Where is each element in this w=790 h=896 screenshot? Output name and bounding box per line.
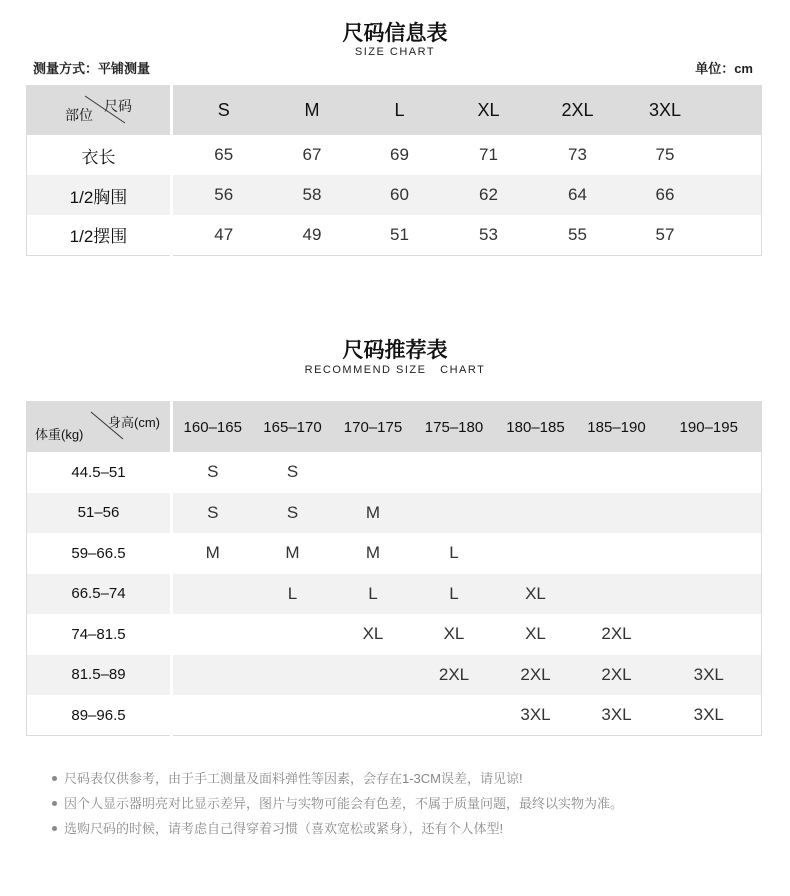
table-cell	[172, 574, 253, 615]
table-cell: 69	[350, 135, 450, 175]
table-cell: 49	[275, 215, 350, 255]
size-col-header: L	[350, 86, 450, 136]
table-cell	[577, 574, 657, 615]
height-col-header: 185–190	[577, 402, 657, 453]
table-cell: 2XL	[495, 655, 577, 696]
table-cell: 2XL	[577, 614, 657, 655]
table-cell	[253, 614, 333, 655]
row-label: 74–81.5	[27, 614, 172, 655]
table-cell: L	[414, 574, 495, 615]
table-cell: 56	[172, 175, 275, 215]
row-label: 衣长	[27, 135, 172, 175]
recommend-chart-table	[26, 401, 762, 736]
table-cell	[414, 695, 495, 736]
height-col-header: 165–170	[253, 402, 333, 453]
note-item	[52, 766, 752, 791]
table-cell: M	[172, 533, 253, 574]
table-cell: 64	[528, 175, 628, 215]
corner-label-weight: 体重(kg)	[35, 427, 84, 442]
table-cell	[495, 533, 577, 574]
table-row	[27, 695, 762, 736]
recommend-chart-subtitle: RECOMMEND SIZE CHART	[304, 364, 486, 376]
table-cell: 47	[172, 215, 275, 255]
table-row	[27, 614, 762, 655]
corner-label-part: 部位	[65, 107, 93, 123]
table-cell: 3XL	[495, 695, 577, 736]
size-col-header: XL	[450, 86, 528, 136]
table-cell: L	[253, 574, 333, 615]
height-col-header: 180–185	[495, 402, 577, 453]
table-cell: M	[253, 533, 333, 574]
table-row	[27, 574, 762, 615]
table-cell: 51	[350, 215, 450, 255]
table-cell: 73	[528, 135, 628, 175]
table-cell	[172, 695, 253, 736]
height-header-row	[27, 402, 762, 453]
table-cell: 55	[528, 215, 628, 255]
measure-method: 测量方式：平铺测量	[33, 61, 151, 76]
size-header-row	[27, 86, 762, 136]
table-cell: XL	[414, 614, 495, 655]
table-cell: 60	[350, 175, 450, 215]
table-row	[27, 655, 762, 696]
table-cell	[577, 493, 657, 534]
row-label: 89–96.5	[27, 695, 172, 736]
recommend-corner-cell	[27, 402, 172, 453]
unit-label: 单位：cm	[695, 61, 753, 76]
table-cell	[414, 452, 495, 493]
recommend-chart-title: 尺码推荐表	[342, 339, 448, 362]
table-cell	[657, 574, 762, 615]
note-text: 因个人显示器明亮对比显示差异，图片与实物可能会有色差，不属于质量问题，最终以实物为准。	[64, 795, 624, 811]
table-cell: 67	[275, 135, 350, 175]
table-cell: 57	[628, 215, 703, 255]
size-col-header: M	[275, 86, 350, 136]
bullet-icon	[52, 776, 57, 781]
note-text: 尺码表仅供参考，由于手工测量及面料弹性等因素，会存在1-3CM误差，请见谅!	[64, 770, 523, 786]
table-cell: 3XL	[577, 695, 657, 736]
table-cell: 65	[172, 135, 275, 175]
notes-list	[52, 766, 752, 841]
table-cell: 3XL	[657, 655, 762, 696]
table-cell	[657, 614, 762, 655]
table-cell	[577, 533, 657, 574]
table-cell	[253, 695, 333, 736]
height-col-header: 190–195	[657, 402, 762, 453]
note-item	[52, 791, 752, 816]
table-row	[27, 175, 762, 215]
note-text: 选购尺码的时候，请考虑自己得穿着习惯（喜欢宽松或紧身），还有个人体型!	[64, 820, 504, 836]
size-corner-cell	[27, 86, 172, 136]
table-row	[27, 493, 762, 534]
table-cell: 2XL	[414, 655, 495, 696]
size-col-header: 2XL	[528, 86, 628, 136]
height-col-header: 175–180	[414, 402, 495, 453]
table-cell: XL	[333, 614, 414, 655]
row-label: 81.5–89	[27, 655, 172, 696]
table-cell: 53	[450, 215, 528, 255]
table-cell: XL	[495, 614, 577, 655]
row-label: 1/2胸围	[27, 175, 172, 215]
corner-diagonal-line	[27, 86, 172, 135]
table-row	[27, 452, 762, 493]
table-cell: S	[253, 493, 333, 534]
row-label: 66.5–74	[27, 574, 172, 615]
table-cell	[495, 493, 577, 534]
table-row	[27, 215, 762, 255]
table-cell	[333, 452, 414, 493]
bullet-icon	[52, 801, 57, 806]
table-cell	[657, 493, 762, 534]
size-chart-table	[26, 85, 762, 256]
table-cell: L	[333, 574, 414, 615]
row-label: 1/2摆围	[27, 215, 172, 255]
table-cell: S	[253, 452, 333, 493]
table-cell: 66	[628, 175, 703, 215]
table-cell	[657, 452, 762, 493]
table-cell	[172, 655, 253, 696]
table-cell	[495, 452, 577, 493]
row-label: 59–66.5	[27, 533, 172, 574]
table-cell: 2XL	[577, 655, 657, 696]
row-label: 51–56	[27, 493, 172, 534]
table-cell: 3XL	[657, 695, 762, 736]
table-cell: XL	[495, 574, 577, 615]
table-cell	[172, 614, 253, 655]
corner-label-height: 身高(cm)	[108, 415, 160, 430]
table-cell: M	[333, 493, 414, 534]
row-label: 44.5–51	[27, 452, 172, 493]
height-col-header: 160–165	[172, 402, 253, 453]
table-cell: 71	[450, 135, 528, 175]
table-cell: S	[172, 493, 253, 534]
height-col-header: 170–175	[333, 402, 414, 453]
table-cell: 62	[450, 175, 528, 215]
table-cell: S	[172, 452, 253, 493]
size-col-header: 3XL	[628, 86, 703, 136]
corner-label-size: 尺码	[104, 98, 132, 114]
size-chart-title: 尺码信息表	[342, 22, 448, 45]
table-cell	[414, 493, 495, 534]
size-col-header: S	[172, 86, 275, 136]
table-row	[27, 533, 762, 574]
table-cell	[657, 533, 762, 574]
table-cell: 58	[275, 175, 350, 215]
table-cell: M	[333, 533, 414, 574]
table-cell: L	[414, 533, 495, 574]
table-cell: 75	[628, 135, 703, 175]
note-item	[52, 816, 752, 841]
table-row	[27, 135, 762, 175]
table-cell	[333, 695, 414, 736]
table-cell	[333, 655, 414, 696]
table-cell	[253, 655, 333, 696]
size-chart-subtitle: SIZE CHART	[354, 46, 436, 58]
table-cell	[577, 452, 657, 493]
bullet-icon	[52, 826, 57, 831]
